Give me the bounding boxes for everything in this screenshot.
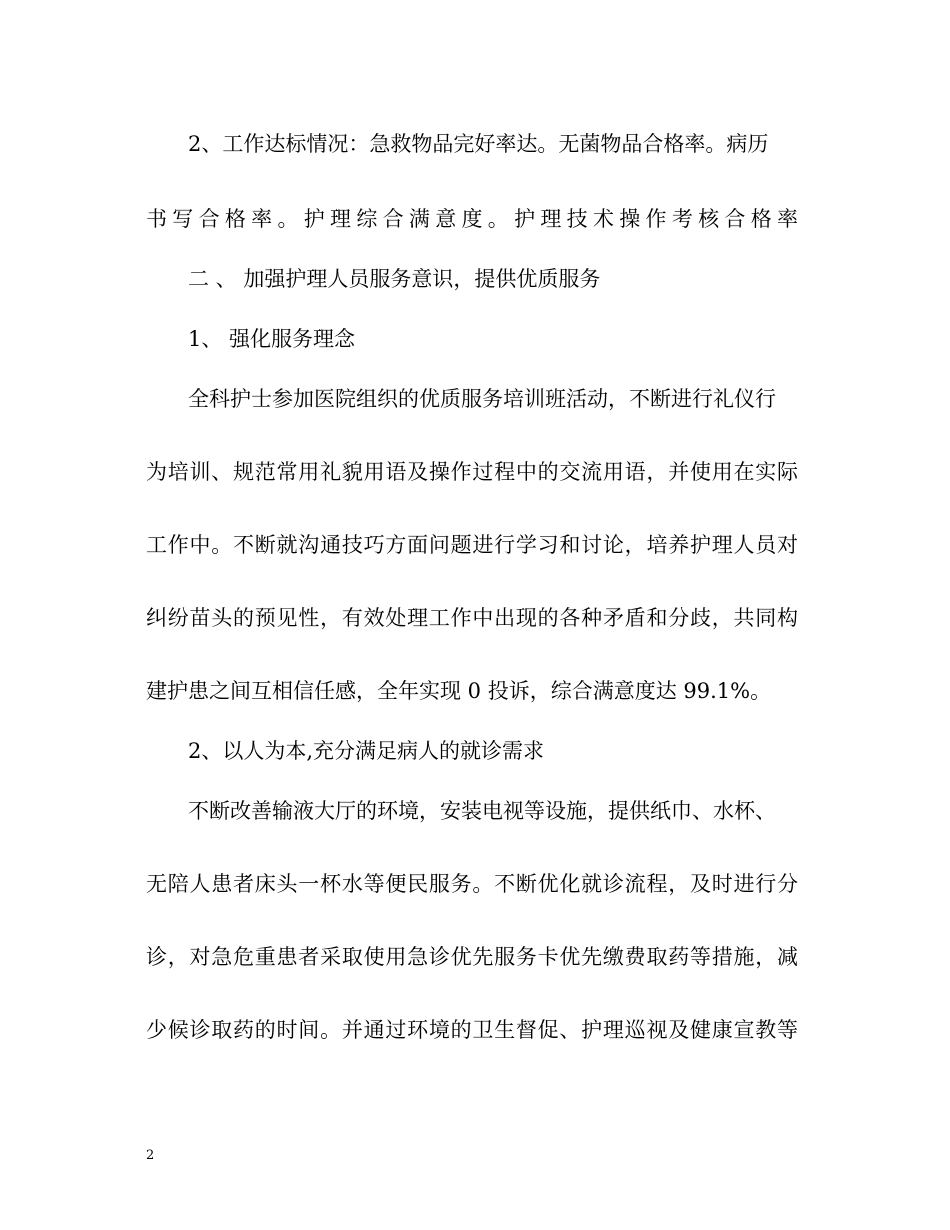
subsection-heading: 1、 强化服务理念 — [188, 327, 356, 351]
paragraph-line: 纠纷苗头的预见性，有效处理工作中出现的各种矛盾和分歧，共同构 — [146, 606, 798, 630]
paragraph-line: 书写合格率。护理综合满意度。护理技术操作考核合格率 — [146, 207, 798, 231]
paragraph-line: 诊，对急危重患者采取使用急诊优先服务卡优先缴费取药等措施，减 — [146, 945, 798, 969]
paragraph-line: 全科护士参加医院组织的优质服务培训班活动，不断进行礼仪行 — [188, 387, 776, 411]
section-heading: 二 、 加强护理人员服务意识，提供优质服务 — [188, 267, 601, 291]
page-number: 2 — [146, 1148, 155, 1163]
paragraph-line: 为培训、规范常用礼貌用语及操作过程中的交流用语，并使用在实际 — [146, 460, 798, 484]
paragraph-line: 不断改善输液大厅的环境，安装电视等设施，提供纸巾、水杯、 — [188, 799, 776, 823]
subsection-heading: 2、以人为本,充分满足病人的就诊需求 — [188, 739, 545, 763]
paragraph-line: 少候诊取药的时间。并通过环境的卫生督促、护理巡视及健康宣教等 — [146, 1018, 798, 1042]
paragraph-line: 建护患之间互相信任感，全年实现 0 投诉，综合满意度达 99.1%。 — [146, 679, 772, 703]
paragraph-line: 工作中。不断就沟通技巧方面问题进行学习和讨论，培养护理人员对 — [146, 533, 798, 557]
paragraph-line: 无陪人患者床头一杯水等便民服务。不断优化就诊流程，及时进行分 — [146, 872, 798, 896]
paragraph-line: 2、工作达标情况：急救物品完好率达。无菌物品合格率。病历 — [188, 132, 769, 156]
